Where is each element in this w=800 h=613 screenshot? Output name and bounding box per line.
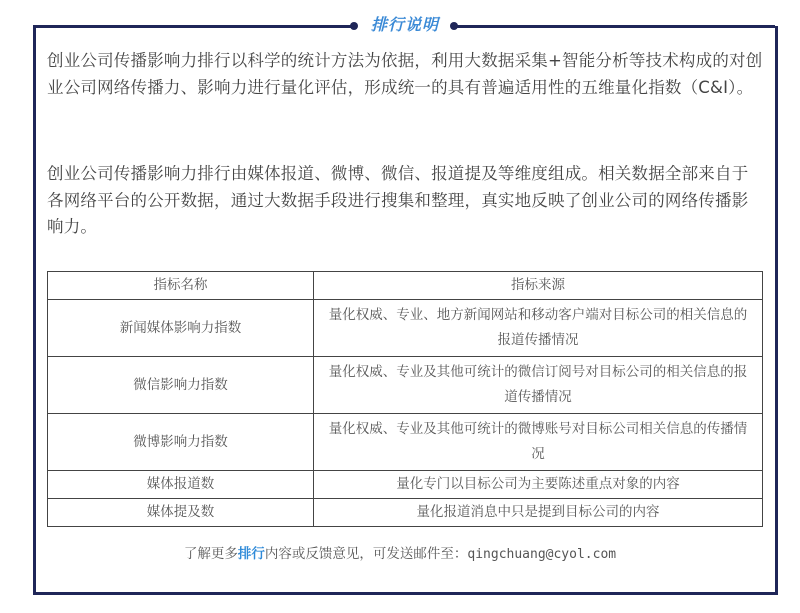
metric-source: 量化报道消息中只是提到目标公司的内容 [314, 499, 763, 527]
metric-source: 量化权威、专业、地方新闻网站和移动客户端对目标公司的相关信息的报道传播情况 [314, 300, 763, 357]
metric-name: 微博影响力指数 [48, 414, 314, 471]
column-header-source: 指标来源 [314, 272, 763, 300]
table-row [48, 471, 763, 499]
composition-paragraph: 创业公司传播影响力排行由媒体报道、微博、微信、报道提及等维度组成。相关数据全部来自于各网络平台的公开数据，通过大数据手段进行搜集和整理，真实地反映了创业公司的网络传播影响力。 [47, 164, 749, 236]
title-dot-right-icon [450, 22, 458, 30]
metric-name: 新闻媒体影响力指数 [48, 300, 314, 357]
contact-email[interactable]: qingchuang@cyol.com [467, 547, 617, 562]
metric-source: 量化专门以目标公司为主要陈述重点对象的内容 [314, 471, 763, 499]
table-row [48, 357, 763, 414]
column-header-name: 指标名称 [48, 272, 314, 300]
metric-source: 量化权威、专业及其他可统计的微信订阅号对目标公司的相关信息的报道传播情况 [314, 357, 763, 414]
metric-name: 微信影响力指数 [48, 357, 314, 414]
title-rule-right [454, 25, 775, 28]
title-rule-left [33, 25, 353, 28]
metric-source: 量化权威、专业及其他可统计的微博账号对目标公司相关信息的传播情况 [314, 414, 763, 471]
table-row [48, 414, 763, 471]
title-dot-left-icon [350, 22, 358, 30]
footer-highlight-link[interactable]: 排行 [237, 546, 265, 562]
metrics-table [47, 271, 763, 527]
contact-footer [0, 542, 800, 562]
table-row [48, 499, 763, 527]
metric-name: 媒体报道数 [48, 471, 314, 499]
table-header-row [48, 272, 763, 300]
metric-name: 媒体提及数 [48, 499, 314, 527]
intro-paragraph: 创业公司传播影响力排行以科学的统计方法为依据，利用大数据采集+智能分析等技术构成的对创业公司网络传播力、影响力进行量化评估，形成统一的具有普遍适用性的五维量化指数（C&I）。 [47, 51, 763, 97]
section-title: 排行说明 [364, 14, 446, 36]
footer-prefix: 了解更多 [183, 546, 238, 562]
footer-middle: 内容或反馈意见，可发送邮件至： [264, 546, 468, 562]
table-row [48, 300, 763, 357]
